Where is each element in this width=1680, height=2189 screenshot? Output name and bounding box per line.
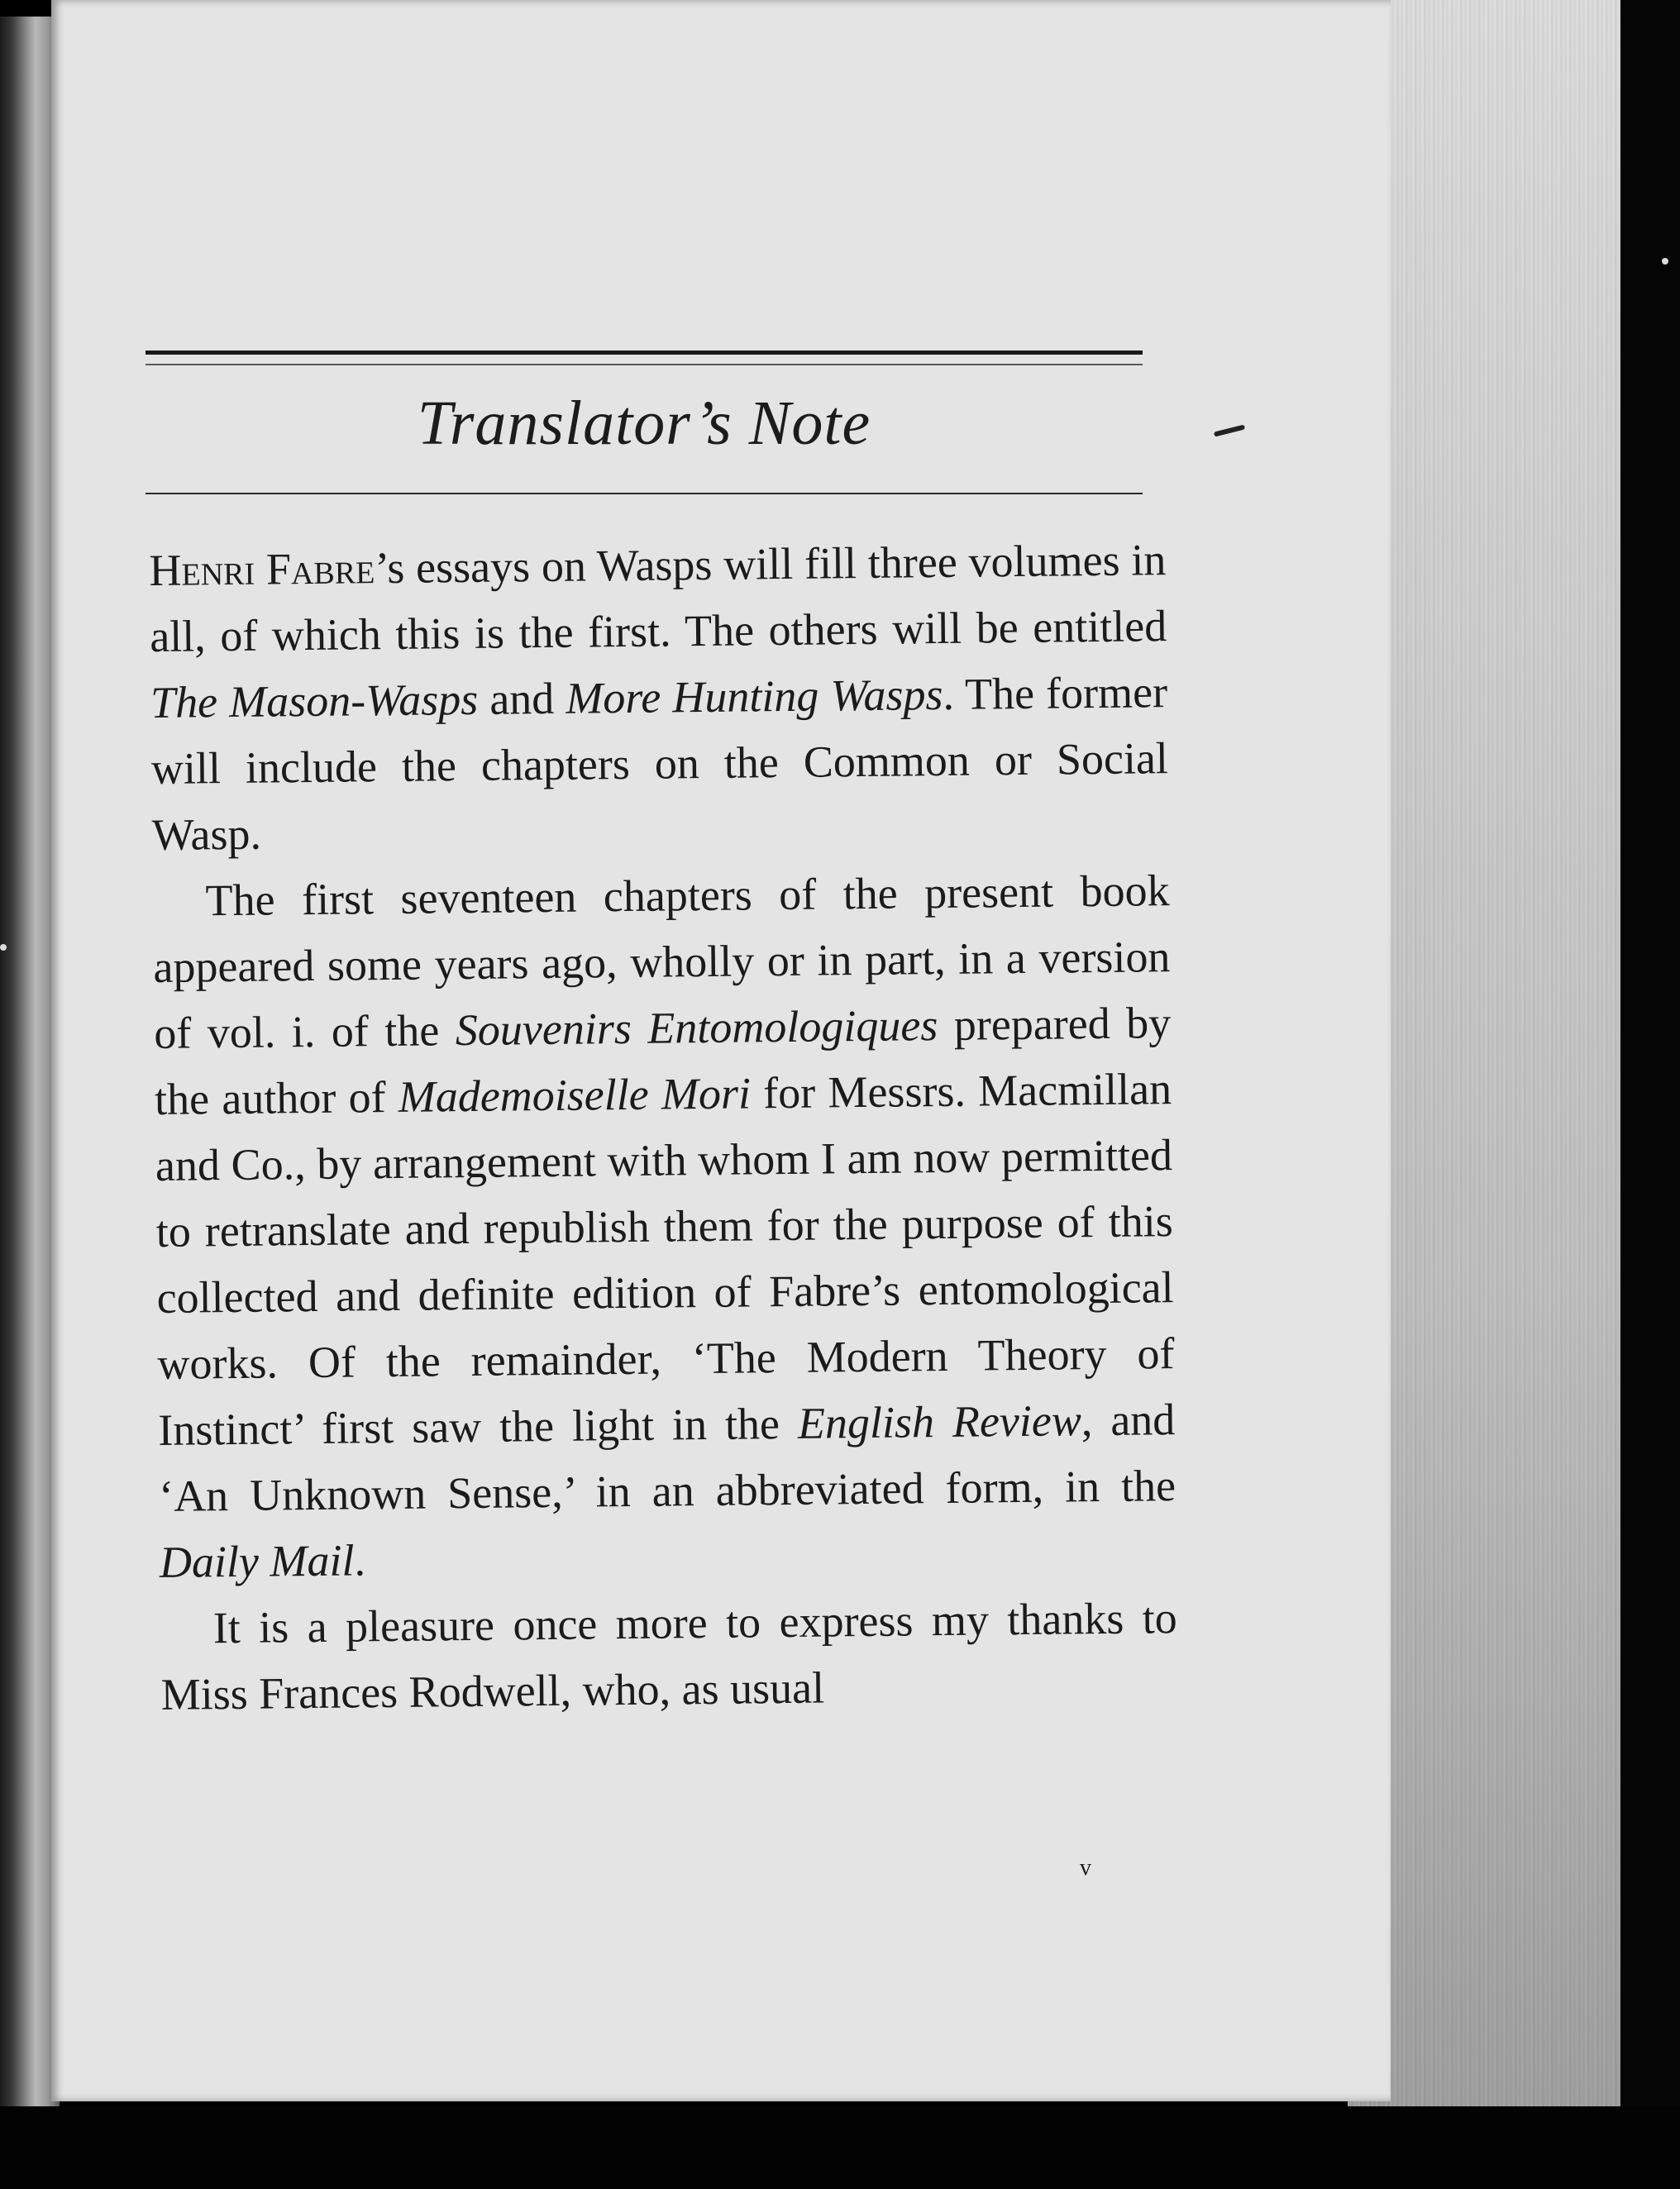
book-title-mason-wasps: The Mason-Wasps (150, 674, 479, 727)
paragraph-2-text-5: . (354, 1535, 366, 1586)
paragraph-3 (160, 1585, 1178, 1728)
paragraph-2 (152, 857, 1176, 1595)
scan-speck-left (0, 944, 7, 951)
author-name: Henri Fabre (149, 543, 375, 595)
title-souvenirs: Souvenirs Entomologiques (455, 1000, 938, 1056)
paragraph-2-text-1: The first seventeen chapters of the present book appeared some years ago, wholly or in part, in a version of vol. i. of the (153, 866, 1171, 1058)
book-title-more-hunting-wasps: More Hunting Wasps (566, 669, 943, 723)
header-rule-thin (146, 364, 1143, 365)
title-mademoiselle-mori: Mademoiselle Mori (398, 1068, 752, 1122)
header-rule-bottom (146, 493, 1143, 494)
paragraph-2-text-4: , and ‘An Unknown Sense,’ in an abbreviated form, in the (158, 1395, 1176, 1521)
paragraph-1-connector: and (477, 673, 566, 724)
paragraph-1-text: ’s essays on Wasps will fill three volumes in all, of which this is the first. The others will be entitled (149, 535, 1167, 661)
scan-speck-right (1662, 258, 1668, 265)
paragraph-1-tail: . The former will include the chapters on the Common or Social Wasp. (150, 667, 1169, 860)
title-daily-mail: Daily Mail (159, 1535, 355, 1587)
header-rule-thick (146, 351, 1143, 355)
paragraph-1 (149, 527, 1169, 868)
scan-border-right (1620, 0, 1680, 2189)
paragraph-2-text-2: prepared by the author of (154, 998, 1172, 1124)
scan-border-bottom (0, 2106, 1680, 2189)
page-title: Translator’s Note (417, 389, 871, 458)
paragraph-2-text-3: for Messrs. Macmillan and Co., by arrangement with whom I am now permitted to retranslate and republish them for the purpose of this collected and definite edition of Fabre’s entomological works. Of the remainder, ‘The Modern Theory of Instinct’ first saw the light in the (155, 1064, 1175, 1455)
title-english-review: English Review (797, 1395, 1082, 1448)
page-number: v (1080, 1855, 1091, 1881)
paragraph-3-text: It is a pleasure once more to express my thanks to Miss Frances Rodwell, who, as usual (160, 1593, 1178, 1719)
body-text (149, 527, 1178, 1728)
